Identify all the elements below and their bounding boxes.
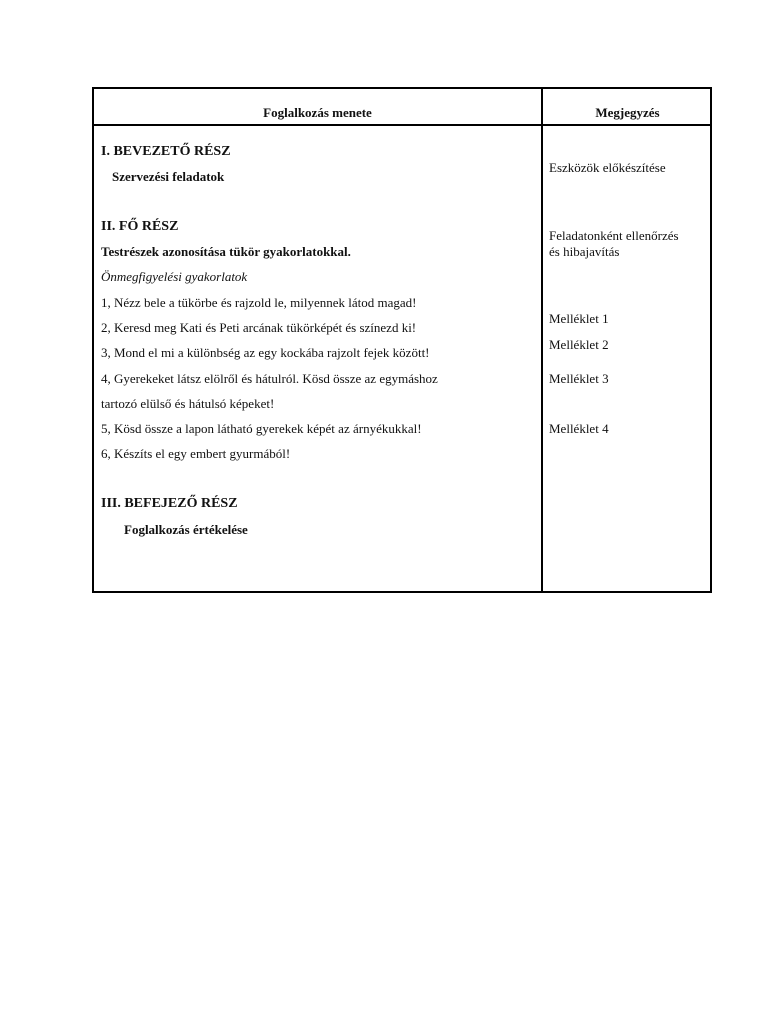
section-main-subtitle: Testrészek azonosítása tükör gyakorlatokkal. (101, 244, 351, 259)
section-intro-subtitle: Szervezési feladatok (112, 169, 225, 184)
header-divider (94, 124, 710, 126)
attachment-label: Melléklet 1 (549, 311, 609, 326)
section-main-title: II. FŐ RÉSZ (101, 219, 179, 234)
lesson-plan-table (92, 87, 712, 593)
note-tools: Eszközök előkészítése (549, 160, 666, 175)
list-item: 4, Gyerekeket látsz elölről és hátulról. Kösd össze az egymáshoz (101, 371, 438, 386)
header-lesson-flow: Foglalkozás menete (263, 105, 372, 120)
section-intro-title: I. BEVEZETŐ RÉSZ (101, 144, 231, 159)
header-notes: Megjegyzés (595, 105, 660, 120)
attachment-label: Melléklet 4 (549, 421, 609, 436)
list-item: 2, Keresd meg Kati és Peti arcának tükörképét és színezd ki! (101, 320, 417, 335)
list-item: 5, Kösd össze a lapon látható gyerekek képét az árnyékukkal! (101, 421, 422, 436)
note-checking-line2: és hibajavítás (549, 244, 620, 259)
attachment-label: Melléklet 2 (549, 337, 609, 352)
list-item: tartozó elülső és hátulsó képeket! (101, 396, 275, 411)
section-closing-title: III. BEFEJEZŐ RÉSZ (101, 496, 238, 511)
list-item: 6, Készíts el egy embert gyurmából! (101, 446, 291, 461)
note-checking-line1: Feladatonként ellenőrzés (549, 228, 679, 243)
section-closing-subtitle: Foglalkozás értékelése (124, 522, 248, 537)
list-item: 3, Mond el mi a különbség az egy kockába rajzolt fejek között! (101, 345, 430, 360)
section-main-italic: Önmegfigyelési gyakorlatok (101, 269, 248, 284)
attachment-label: Melléklet 3 (549, 371, 609, 386)
column-divider (541, 89, 543, 591)
list-item: 1, Nézz bele a tükörbe és rajzold le, milyennek látod magad! (101, 295, 417, 310)
